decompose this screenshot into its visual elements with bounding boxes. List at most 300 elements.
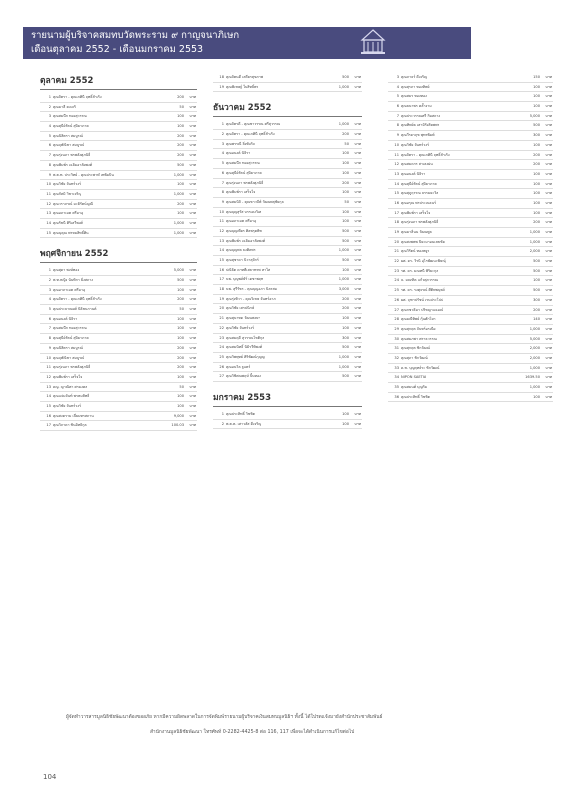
currency-unit: บาท (545, 181, 552, 186)
donor-row (388, 325, 553, 335)
donor-name: คุณสมนิทธิ์ นิมิรวีพิพงศ์ (226, 345, 263, 350)
donation-amount: 3,000 (338, 287, 349, 292)
currency-unit: บาท (545, 288, 552, 293)
currency-unit: บาท (354, 267, 361, 272)
donor-row (388, 257, 553, 267)
currency-unit: บาท (354, 238, 361, 243)
donor-number: 26 (394, 297, 399, 302)
currency-unit: บาท (189, 220, 196, 225)
donation-amount: 500 (342, 75, 349, 79)
donation-amount: 100 (177, 316, 184, 321)
donor-number: 25 (394, 288, 399, 293)
donation-amount: 200 (177, 133, 184, 138)
donation-amount: 1,000 (338, 122, 349, 127)
donor-name: คุณกชวธิมา ปริชญาแฉมณ์ (401, 307, 444, 312)
donor-number: 8 (48, 162, 51, 167)
donor-number: 13 (46, 384, 51, 389)
donation-amount: 100 (533, 104, 540, 109)
section-title-nov: พฤศจิกายน 2552 (40, 246, 197, 263)
currency-unit: บาท (354, 411, 361, 416)
currency-unit: บาท (545, 200, 552, 205)
donor-name: คุณสมนึก ทองสุวรรณ (226, 161, 260, 166)
section-dec (213, 100, 362, 382)
donation-amount: 5,000 (529, 336, 540, 341)
donor-name: คุณจิตนดี เสถียรสุขภาพ (226, 75, 264, 79)
donation-amount: 100 (342, 151, 349, 156)
donor-row (40, 344, 197, 354)
donor-row (388, 170, 553, 180)
donor-row (40, 266, 197, 276)
currency-unit: บาท (545, 307, 552, 312)
donation-amount: 100 (342, 325, 349, 330)
donor-name: ผศ. ดร. วิรนิ อุไรพัฒนะพิษณุ์ (401, 259, 446, 264)
donation-amount: 200 (342, 306, 349, 311)
donor-name: คุณจิตรดี - คุณชาวรรณ ศรีสุวรรณ (226, 122, 281, 127)
donation-amount: 100 (533, 142, 540, 147)
donation-amount: 200 (177, 355, 184, 360)
donation-amount: 500 (342, 258, 349, 262)
donor-number: 4 (48, 124, 51, 129)
donor-number: 27 (394, 307, 399, 312)
donor-row (213, 227, 362, 237)
donor-number: 4 (396, 84, 399, 89)
currency-unit: บาท (545, 259, 552, 264)
donor-row (40, 412, 197, 422)
donor-row (388, 180, 553, 190)
donor-number: 7 (48, 153, 51, 158)
donor-row (388, 364, 553, 374)
donor-number: 3 (48, 114, 51, 119)
donor-number: 12 (394, 162, 399, 167)
donor-name: คุณจิตรา - คุณเกศินี ฤทธิ์สำเริง (226, 132, 275, 137)
currency-unit: บาท (545, 171, 552, 176)
donor-number: 13 (219, 238, 224, 243)
donation-amount: 2,000 (529, 346, 540, 351)
donation-amount: 300 (533, 297, 540, 302)
donor-name: คุณวิภาดา ซินอิทธิกุล (53, 423, 87, 428)
page-number: 104 (43, 773, 57, 781)
donor-row (213, 353, 362, 363)
donation-amount: 50 (179, 384, 184, 389)
donation-amount: 150 (533, 75, 540, 79)
donor-row (40, 180, 197, 190)
currency-unit: บาท (189, 133, 196, 138)
donor-row (213, 83, 362, 93)
donor-row (213, 120, 362, 130)
donation-amount: 100 (177, 211, 184, 216)
currency-unit: บาท (354, 180, 361, 185)
donor-row (388, 228, 553, 238)
donor-number: 24 (394, 278, 399, 283)
donor-number: 6 (396, 104, 399, 109)
donor-number: 1 (221, 122, 224, 127)
donation-amount: 500 (342, 374, 349, 379)
currency-unit: บาท (189, 95, 196, 99)
donation-amount: 50 (344, 141, 349, 146)
currency-unit: บาท (354, 306, 361, 311)
donor-number: 17 (46, 423, 51, 428)
donor-name: คุณวิชัย จันทร์วงร์ (226, 325, 255, 330)
donor-number: 27 (219, 374, 224, 379)
donor-name: นพ. บุญพล์ษัร์ เดชาพฤท (226, 277, 264, 282)
donor-name: คุณประสิทธิ์ วิชชิต (226, 411, 256, 416)
donor-name: คุณจุฬณิชา สมบูรณ์ (53, 355, 85, 360)
donation-amount: 500 (177, 278, 184, 282)
donor-name: คุณสุนีย์รัตน์ สุปิยาภาค (226, 170, 262, 175)
donor-number: 2 (48, 278, 51, 282)
currency-unit: บาท (545, 317, 552, 322)
donor-name: คุณพิเชษฐ์ ใบสิทธิ์พร (226, 84, 259, 89)
donor-number: 33 (394, 365, 399, 370)
donor-number: 4 (48, 297, 51, 302)
donor-name: คุณอภาเมต ศรีมาอุ (226, 219, 257, 224)
donor-row (40, 354, 197, 364)
donation-amount: 200 (533, 220, 540, 225)
currency-unit: บาท (189, 316, 196, 321)
donation-amount: 140 (533, 317, 540, 322)
donor-number: 3 (221, 141, 224, 146)
donation-amount: 1,000 (173, 191, 184, 196)
donation-amount: 200 (342, 180, 349, 185)
donor-row (388, 218, 553, 228)
donor-name: คุณบุญพล ธงศิลพร (226, 248, 256, 253)
donor-row (213, 410, 362, 420)
currency-unit: บาท (545, 210, 552, 215)
currency-unit: บาท (354, 287, 361, 292)
currency-unit: บาท (545, 365, 552, 370)
donor-name: คุณสุนาทด วัฒนพงษา (226, 316, 261, 321)
currency-unit: บาท (354, 190, 361, 195)
donor-name: พ.ต.ต. เสาวลัส ดีเจริญ (226, 421, 262, 426)
donor-row (40, 392, 197, 402)
header-title: รายนามผู้บริจาคสมทบวัดพระราม ๙ กาญจนาภิเษก (31, 30, 240, 41)
donor-name: คุณวิรัตน์ ทองหยูร (401, 249, 430, 254)
donor-name: คุณสุนีย์รัตน์ สุปิยาภาค (53, 336, 89, 341)
donor-number: 11 (394, 152, 399, 157)
currency-unit: บาท (354, 374, 361, 379)
donor-number: 9 (221, 199, 224, 204)
currency-unit: บาท (354, 170, 361, 175)
donor-number: 29 (394, 326, 399, 331)
donation-amount: 1,000 (338, 364, 349, 369)
donor-number: 8 (396, 123, 399, 128)
currency-unit: บาท (354, 316, 361, 321)
donor-number: 18 (219, 75, 224, 79)
currency-unit: บาท (354, 296, 361, 301)
donor-number: 21 (219, 316, 224, 321)
donor-name: คุณภาธร์ ดีเจริญ (401, 75, 428, 79)
currency-unit: บาท (189, 384, 196, 389)
donor-row (388, 131, 553, 141)
donor-number: 36 (394, 394, 399, 399)
currency-unit: บาท (189, 423, 196, 428)
currency-unit: บาท (189, 268, 196, 273)
donor-row (40, 286, 197, 296)
donor-number: 16 (394, 200, 399, 205)
donor-name: คุณสมภพา ศราธวรรณ (401, 336, 437, 341)
donor-number: 10 (46, 182, 51, 187)
donor-row (388, 344, 553, 354)
donor-row (40, 219, 197, 229)
donor-number: 1 (221, 411, 224, 416)
donation-amount: 2,000 (529, 355, 540, 360)
currency-unit: บาท (354, 209, 361, 214)
currency-unit: บาท (189, 355, 196, 360)
donor-row (213, 237, 362, 247)
donor-row (40, 122, 197, 132)
section-jan-continued (388, 73, 553, 402)
donor-row (388, 373, 553, 383)
donor-row (40, 171, 197, 181)
donor-row (213, 159, 362, 169)
donor-name: คุณสุนีย์รัตน์ สุปิยาภาค (53, 124, 89, 129)
donor-name: คุณมาลี คงเจริ (53, 104, 76, 109)
donation-amount: 1,000 (529, 385, 540, 389)
currency-unit: บาท (189, 374, 196, 379)
currency-unit: บาท (189, 326, 196, 331)
donor-number: 5 (48, 307, 51, 312)
donor-number: 7 (48, 326, 51, 331)
currency-unit: บาท (545, 84, 552, 89)
currency-unit: บาท (545, 230, 552, 234)
currency-unit: บาท (189, 365, 196, 370)
donation-amount: 100 (342, 161, 349, 166)
donor-number: 22 (219, 325, 224, 330)
donor-row (388, 306, 553, 316)
donor-row (40, 334, 197, 344)
donor-name: คุณอรุณ พรประเนธนร์ (401, 200, 437, 205)
donor-name: คุณสมถกร สาเลงผ่น (401, 162, 433, 167)
donor-number: 1 (48, 95, 51, 99)
donation-amount: 300 (342, 335, 349, 340)
donor-row (388, 276, 553, 286)
donor-row (213, 314, 362, 324)
donor-name: คุณแจ่มจันท์ พรหมสิทธิ์ (53, 394, 90, 399)
donor-number: 17 (219, 277, 224, 282)
currency-unit: บาท (354, 228, 361, 233)
donor-number: 12 (46, 201, 51, 206)
donor-number: 15 (46, 403, 51, 408)
currency-unit: บาท (545, 336, 552, 341)
donor-row (388, 238, 553, 248)
donation-amount: 100.03 (171, 423, 184, 428)
donor-number: 6 (48, 316, 51, 321)
currency-unit: บาท (189, 191, 196, 196)
currency-unit: บาท (354, 141, 361, 146)
currency-unit: บาท (545, 278, 552, 283)
donor-row (388, 73, 553, 83)
donor-name: คุณวิชัย จันทร์วงร์ (53, 182, 82, 187)
donor-row (213, 188, 362, 198)
donor-number: 19 (219, 296, 224, 301)
currency-unit: บาท (189, 124, 196, 129)
donation-amount: 1,000 (529, 365, 540, 370)
donation-amount: 100 (177, 326, 184, 331)
donor-number: 19 (219, 84, 224, 89)
donor-name: คุณอนงค์ นิธิรา (226, 151, 251, 156)
donor-row (40, 295, 197, 305)
donation-amount: 1,000 (529, 326, 540, 331)
donor-name: คุณมณีทิพย์ กุ้นศักโยา (401, 317, 436, 322)
donor-name: คุณบุญเพียร ศิลพรุคพิช (226, 228, 262, 233)
donation-amount: 100 (533, 210, 540, 215)
donor-name: คุณวิพพุทย์ ศิริพัฒน์กุญญ (226, 354, 265, 359)
donor-name: คุณสมนึก ทองสุวรรณ (53, 114, 87, 119)
donor-number: 8 (48, 336, 51, 341)
column-2 (213, 73, 362, 437)
donation-amount: 100 (342, 267, 349, 272)
donor-number: 6 (48, 143, 51, 148)
donor-row (40, 209, 197, 219)
section-jan (213, 390, 362, 429)
donation-amount: 100 (342, 190, 349, 195)
donor-number: 35 (394, 385, 399, 389)
donor-row (388, 267, 553, 277)
donation-amount: 200 (533, 152, 540, 157)
currency-unit: บาท (545, 75, 552, 79)
donor-row (388, 112, 553, 122)
donation-amount: 2,000 (529, 249, 540, 254)
donor-name: คุณพรรณี ลิ่งทังกิจ (226, 141, 255, 146)
donor-name: คุณกัสมิ วิชาเจริญ (53, 191, 82, 196)
donation-amount: 500 (533, 123, 540, 128)
donation-amount: 200 (342, 296, 349, 301)
donation-amount: 50 (179, 307, 184, 312)
donor-number: 26 (219, 364, 224, 369)
donation-amount: 1,000 (338, 248, 349, 253)
donation-amount: 100 (342, 421, 349, 426)
donation-amount: 100 (533, 84, 540, 89)
donation-amount: 500 (533, 259, 540, 264)
donor-row (388, 199, 553, 209)
donor-name: คุณสุภูฤรรณ ธรรมยะวิส (401, 191, 439, 196)
currency-unit: บาท (545, 162, 552, 167)
temple-logo-icon (357, 27, 389, 59)
donor-row (40, 151, 197, 161)
donation-amount: 200 (177, 345, 184, 350)
currency-unit: บาท (545, 394, 552, 399)
donor-number: 22 (394, 259, 399, 264)
donor-name: NIPON SAETIA (401, 375, 427, 380)
currency-unit: บาท (545, 94, 552, 99)
donation-amount: 100 (533, 171, 540, 176)
donor-number: 21 (394, 249, 399, 254)
donation-amount: 500 (342, 228, 349, 233)
donor-row (213, 275, 362, 285)
donation-amount: 500 (533, 268, 540, 273)
donor-row (213, 324, 362, 334)
donor-number: 13 (46, 211, 51, 216)
donor-name: คุณสมนิจิ - คุณชาวบีพ์ วัฒนพสุชัยกุล (226, 199, 284, 204)
currency-unit: บาท (189, 201, 196, 206)
currency-unit: บาท (354, 248, 361, 253)
donation-amount: 1,000 (529, 230, 540, 234)
donor-name: คุณวิชิศณพฤษ์ ปั้นทอง (226, 374, 261, 379)
donor-name: คุณจิตรา - คุณเกศินี ฤทธิ์สำเริง (53, 297, 102, 302)
section-nov (40, 246, 197, 431)
donation-amount: 100 (533, 394, 540, 399)
donor-number: 10 (46, 355, 51, 360)
donor-row (213, 140, 362, 150)
donor-row (388, 189, 553, 199)
donor-name: คุณสมร ทองทอง (401, 94, 427, 99)
donor-name: คุณรุ่งนภา พรพลังศุภนิธิ์ (53, 365, 91, 370)
donor-number: 10 (394, 142, 399, 147)
donor-number: 2 (221, 132, 224, 137)
donor-row (40, 373, 197, 383)
donor-row (213, 256, 362, 266)
column-1 (40, 73, 197, 439)
donor-row (388, 160, 553, 170)
donation-amount: 1,000 (173, 230, 184, 235)
donor-name: คุณสุกฤต ซิกวัฒณ์ (401, 346, 430, 351)
donor-number: 30 (394, 336, 399, 341)
donor-number: 18 (219, 287, 224, 292)
donor-number: 14 (219, 248, 224, 253)
currency-unit: บาท (354, 421, 361, 426)
currency-unit: บาท (354, 219, 361, 224)
donor-name: คุณอนงค์ นิธิรา (401, 171, 426, 176)
donor-row (213, 304, 362, 314)
donor-row (40, 402, 197, 412)
currency-unit: บาท (354, 199, 361, 204)
currency-unit: บาท (354, 335, 361, 340)
donor-row (213, 343, 362, 353)
currency-unit: บาท (189, 230, 196, 235)
donor-row (40, 276, 197, 286)
donor-number: 14 (46, 220, 51, 225)
currency-unit: บาท (545, 152, 552, 157)
section-title-oct: ตุลาคม 2552 (40, 73, 197, 90)
donor-number: 6 (221, 170, 224, 175)
donor-name: ผศ. จุฑาปรัชน์ เรนประโปป (401, 297, 444, 302)
donor-name: นพ. สุรีรัชร - คุณบุญอภา นิลรสม (226, 287, 278, 292)
donor-number: 14 (394, 181, 399, 186)
donor-name: ดญ. ญาณิศา ศรมงคล (53, 384, 88, 389)
donor-row (213, 73, 362, 83)
donor-number: 23 (219, 335, 224, 340)
donation-amount: 100 (177, 124, 184, 129)
donor-row (213, 372, 362, 382)
donor-row (213, 363, 362, 373)
currency-unit: บาท (545, 123, 552, 128)
section-nov-continued (213, 73, 362, 92)
donor-name: คุณรุ่งนภา พรพลังศุภนิธิ์ (226, 180, 264, 185)
donor-number: 4 (221, 151, 224, 156)
donor-row (213, 208, 362, 218)
donor-name: คุณรุ่งนภา พรพลังศุภนิธิ์ (53, 153, 91, 158)
donor-number: 13 (394, 171, 399, 176)
donor-number: 5 (221, 161, 224, 166)
currency-unit: บาท (545, 133, 552, 138)
donor-row (40, 383, 197, 393)
donor-name: คุณพิมพ์ร เฉลิมอาลัยพงศ์ (226, 238, 266, 243)
donation-amount: 100 (533, 200, 540, 205)
section-oct (40, 73, 197, 238)
donor-name: ธ. มณฑิค แก้วศุภวรรณ (401, 278, 439, 283)
donor-number: 11 (46, 191, 51, 196)
donation-amount: 50 (179, 104, 184, 109)
donor-row (388, 209, 553, 219)
donor-name: คุณนิสิตรา สมบูรณ์ (53, 345, 83, 350)
currency-unit: บาท (545, 249, 552, 254)
donor-name: คุณสุรภา ทองทิพย์ (401, 84, 430, 89)
donor-number: 19 (394, 230, 399, 234)
donor-row (213, 266, 362, 276)
donation-amount: 200 (177, 153, 184, 158)
donor-number: 11 (46, 365, 51, 370)
donor-name: คุณอภาเมต ศรีมาอุ (53, 211, 84, 216)
